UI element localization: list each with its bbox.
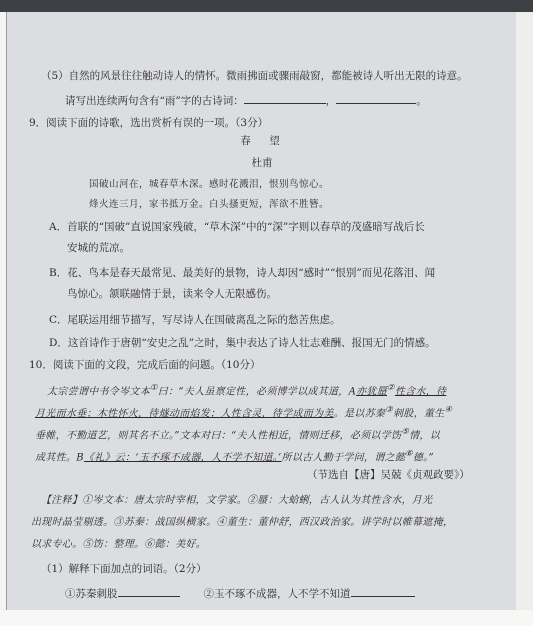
- underlined-sentence-a: 月光而水垂；木性怀火，待燧动而焰发；人性含灵，待学成而为美: [35, 408, 334, 420]
- poem-line-2: 烽火连三月，家书抵万金。白头搔更短，浑欲不胜簪。: [89, 199, 330, 210]
- text-segment: 所以古人勤于学问，谓之懿: [281, 452, 406, 464]
- text-segment: 垂帷，不勤道艺，则其名不立。”文本对曰：“夫人性相近，情则迁移，必须以学饬: [35, 430, 402, 442]
- text-segment: 刺股，董生: [392, 408, 445, 420]
- classical-text-line2: [35, 402, 452, 421]
- note-line-3: 以求专心。⑤饬：整理。⑥懿：美好。: [31, 539, 207, 550]
- sub1-item-a: ①苏秦刺股: [65, 588, 118, 600]
- sub1-items: [65, 586, 415, 601]
- q5-prompt: 请写出连续两句含有“雨”字的古诗词：: [65, 95, 244, 107]
- exam-paper: [6, 12, 517, 610]
- q5-period: 。: [416, 95, 427, 107]
- option-a-line1: A．首联的“国破”直说国家残破，“草木深”中的“深”字则以春草的茂盛暗写战后长: [49, 221, 425, 233]
- note-mark-5: ⑤: [401, 426, 410, 436]
- note-mark-4: ④: [444, 404, 453, 414]
- underlined-text: 亦犹蜃: [356, 386, 388, 398]
- answer-blank-1[interactable]: [244, 93, 326, 104]
- text-segment: 。是以苏秦: [333, 408, 386, 420]
- text-segment: 曰：“夫人虽禀定性，必须博学以成其道，A: [157, 386, 357, 398]
- poem-line-1: 国破山河在，城春草木深。感时花溅泪，恨别鸟惊心。: [89, 179, 330, 190]
- note-line-1: 【注释】①岑文本：唐太宗时宰相，文学家。②蜃：大蛤蜊，古人认为其性含水，月光: [41, 495, 433, 506]
- classical-text-line1: [47, 380, 446, 399]
- note-mark-1: ①: [150, 382, 158, 392]
- answer-blank-4[interactable]: [351, 586, 415, 597]
- q9-stem: 9．阅读下面的诗歌，选出赏析有误的一项。（3分）: [29, 117, 269, 129]
- answer-blank-2[interactable]: [336, 93, 416, 104]
- poem-author: 杜甫: [251, 157, 273, 169]
- note-mark-6: ⑥: [405, 448, 413, 458]
- sub1-item-b: ②玉不琢不成器，人不学不知道: [203, 588, 351, 600]
- option-c: C．尾联运用细节描写，写尽诗人在国破离乱之际的愁苦焦虑。: [49, 314, 341, 326]
- bottom-strip: [0, 610, 533, 626]
- paper-right-edge: [516, 12, 533, 610]
- text-segment: 太宗尝谓中书令岑文本: [47, 386, 150, 398]
- note-mark-3: ③: [385, 404, 393, 414]
- answer-blank-3[interactable]: [118, 586, 180, 597]
- option-a-line2: 安城的荒凉。: [67, 242, 130, 254]
- text-segment: 成其性。B: [35, 452, 84, 464]
- q10-stem: 10．阅读下面的文段，完成后面的问题。（10分）: [29, 359, 261, 371]
- q5-comma: ，: [325, 95, 337, 107]
- note-mark-2: ②: [387, 382, 395, 392]
- q5-prompt-line: [65, 93, 427, 108]
- classical-text-line3: [35, 424, 440, 443]
- q10-sub1: （1）解释下面加点的词语。（2分）: [41, 563, 207, 575]
- text-segment: 德。”: [412, 452, 434, 464]
- option-b-line2: 鸟惊心。颔联融情于景，读来令人无限感伤。: [67, 288, 277, 300]
- underlined-sentence-b: 《礼》云：‘玉不琢不成器，人不学不知道。’: [83, 452, 282, 464]
- underlined-text: 性含水，待: [394, 386, 447, 398]
- option-b-line1: B．花、鸟本是春天最常见、最美好的景物，诗人却因“感时”“恨别”而见花落泪、闻: [49, 267, 436, 279]
- top-dark-strip: [0, 0, 533, 12]
- poem-title: 春 望: [240, 135, 284, 147]
- source-citation: （节选自【唐】吴兢《贞观政要》）: [307, 469, 470, 481]
- note-line-2: 出现时晶莹剔透。③苏秦：战国纵横家。④董生：董仲舒，西汉政治家。讲学时以帷幕遮掩，: [31, 517, 454, 528]
- classical-text-line4: [35, 446, 434, 465]
- q5-line1: （5）自然的风景往往触动诗人的情怀。微雨拂面或骤雨敲窗，都能被诗人听出无限的诗意。: [41, 70, 468, 82]
- option-d: D．这首诗作于唐朝“安史之乱”之时，集中表达了诗人壮志难酬、报国无门的情感。: [49, 337, 436, 349]
- text-segment: 情，以: [409, 430, 441, 442]
